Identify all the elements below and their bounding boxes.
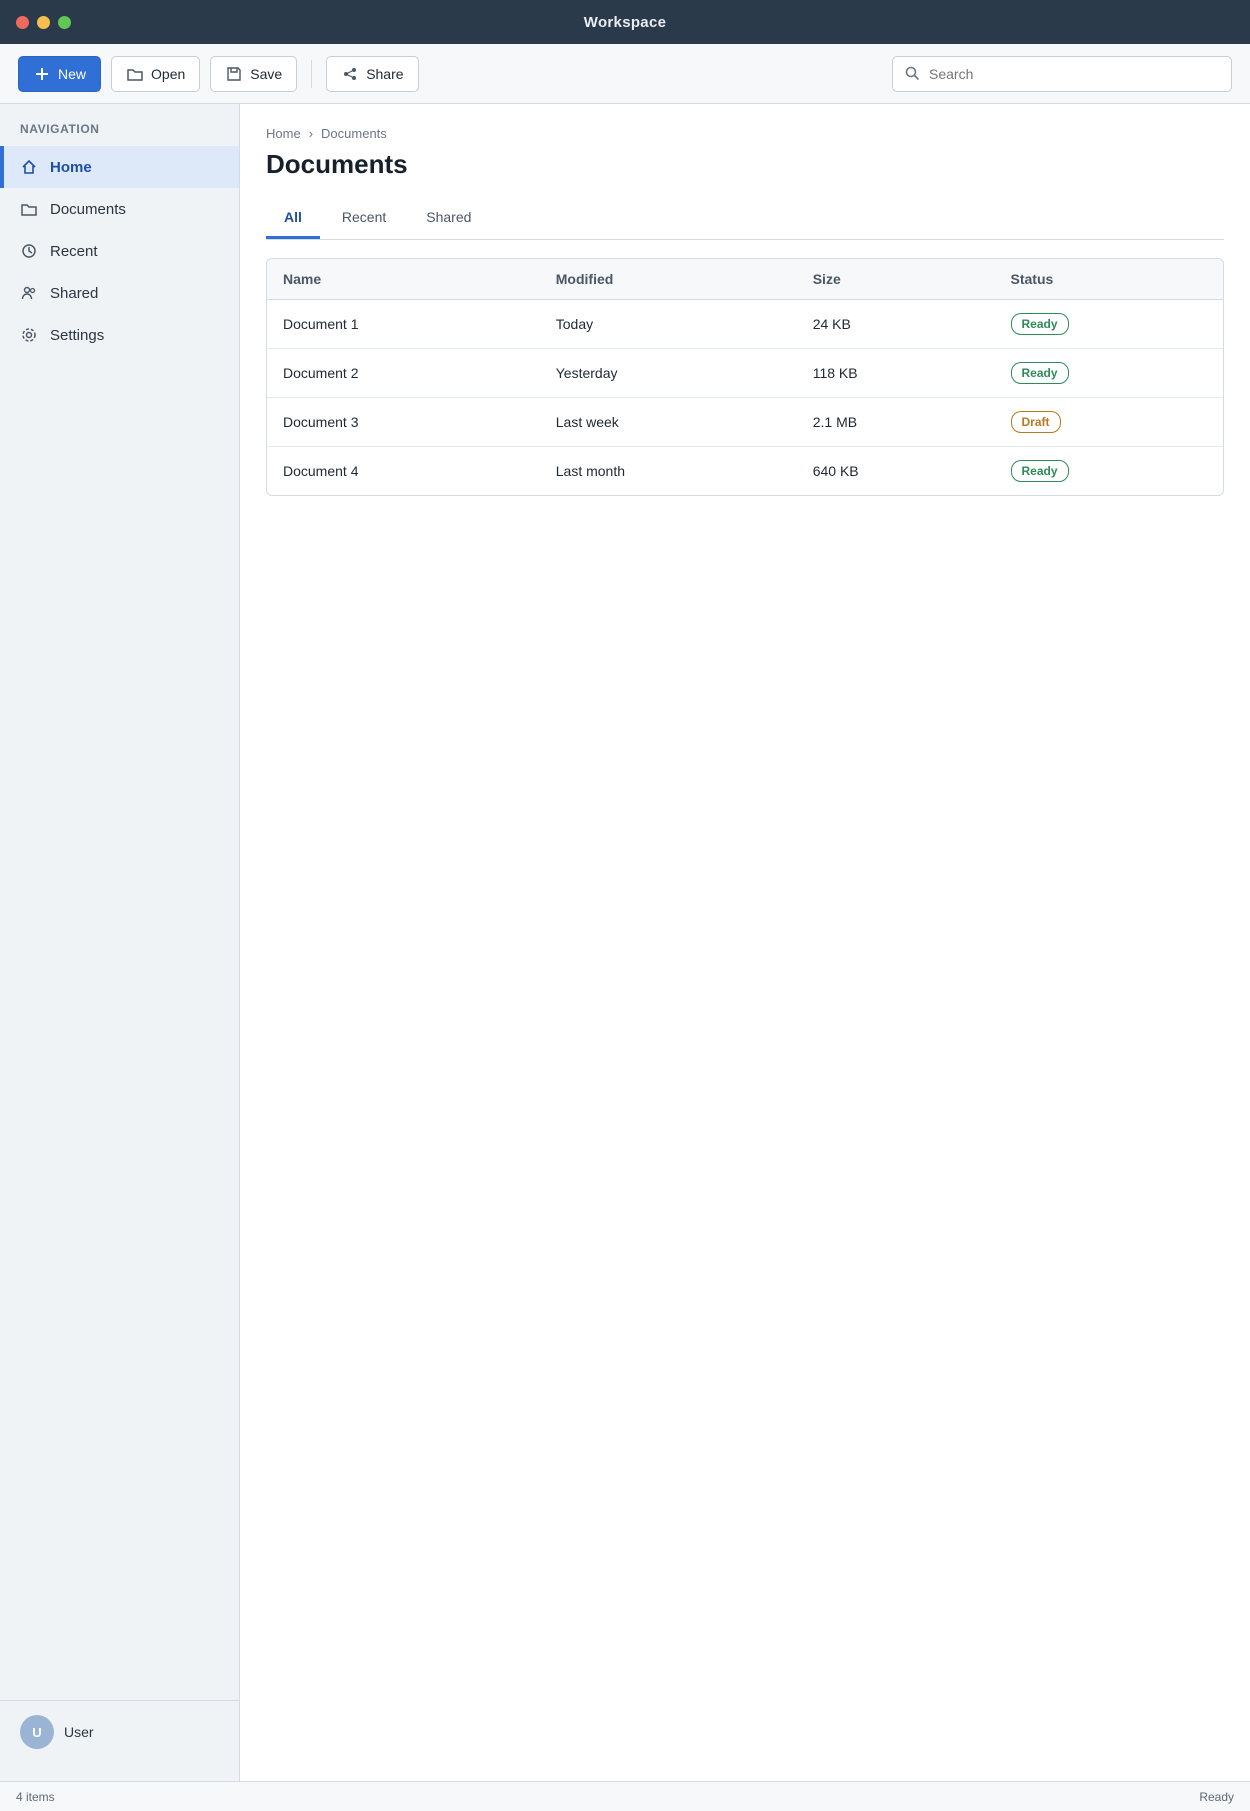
cell-name: Document 3 xyxy=(267,398,540,447)
open-button[interactable] xyxy=(111,56,200,92)
table-row[interactable] xyxy=(267,447,1223,496)
documents-table xyxy=(266,258,1224,496)
sidebar-item-settings[interactable] xyxy=(0,314,239,356)
page-title: Documents xyxy=(266,149,408,179)
gear-icon xyxy=(20,326,38,344)
plus-icon xyxy=(33,65,51,83)
status-badge: Ready xyxy=(1011,460,1069,482)
cell-size: 118 KB xyxy=(797,349,995,398)
breadcrumb xyxy=(266,126,1224,141)
cell-status xyxy=(995,300,1224,349)
cell-modified: Last month xyxy=(555,463,626,479)
new-button-label: New xyxy=(58,65,87,82)
cell-size: 24 KB xyxy=(797,300,995,349)
column-header-name[interactable]: Name xyxy=(267,259,540,300)
column-header-modified[interactable]: Modified xyxy=(540,259,797,300)
home-icon xyxy=(20,158,38,176)
table-row[interactable] xyxy=(267,349,1223,398)
users-icon xyxy=(20,284,38,302)
search-box[interactable] xyxy=(892,56,1232,92)
content-body xyxy=(0,104,1250,1781)
folder-icon xyxy=(20,200,38,218)
save-button-label: Save xyxy=(250,65,283,82)
tab-shared[interactable]: Shared xyxy=(426,209,472,225)
sidebar-item-label: Documents xyxy=(50,200,126,218)
window-title: Workspace xyxy=(583,13,667,31)
toolbar-divider xyxy=(311,60,312,88)
sidebar-item-label: Home xyxy=(50,158,92,176)
sidebar xyxy=(0,104,240,1781)
clock-icon xyxy=(20,242,38,260)
sidebar-item-home[interactable] xyxy=(0,146,239,188)
cell-name: Document 2 xyxy=(267,349,540,398)
save-icon xyxy=(225,65,243,83)
main-content xyxy=(240,104,1250,1781)
cell-modified: Today xyxy=(540,300,797,349)
sidebar-item-recent[interactable] xyxy=(0,230,239,272)
save-button[interactable] xyxy=(210,56,297,92)
cell-modified: Last week xyxy=(540,398,797,447)
cell-name: Document 1 xyxy=(267,300,540,349)
sidebar-item-shared[interactable] xyxy=(0,272,239,314)
cell-size: 640 KB xyxy=(812,463,859,479)
user-name: User xyxy=(64,1724,94,1740)
new-button[interactable] xyxy=(18,56,101,92)
table-header-row xyxy=(267,259,1223,300)
status-badge: Ready xyxy=(1011,313,1069,335)
toolbar xyxy=(0,44,1250,104)
cell-modified: Yesterday xyxy=(540,349,797,398)
minimize-window-button[interactable] xyxy=(37,16,50,29)
cell-size: 2.1 MB xyxy=(797,398,995,447)
status-badge: Ready xyxy=(1011,362,1069,384)
sidebar-item-label: Settings xyxy=(50,326,105,344)
search-input[interactable] xyxy=(929,66,1221,82)
status-badge: Draft xyxy=(1011,411,1061,433)
window-controls xyxy=(16,16,71,29)
status-item-count: 4 items xyxy=(16,1789,55,1804)
tab-bar xyxy=(266,198,1224,240)
open-button-label: Open xyxy=(151,65,186,82)
cell-name: Document 4 xyxy=(283,463,359,479)
share-button[interactable] xyxy=(326,56,418,92)
avatar[interactable]: U xyxy=(20,1715,54,1749)
tab-recent[interactable]: Recent xyxy=(341,209,387,225)
search-icon xyxy=(903,65,921,83)
share-button-label: Share xyxy=(366,65,404,82)
tab-all[interactable]: All xyxy=(266,198,320,239)
share-icon xyxy=(341,65,359,83)
sidebar-heading: NAVIGATION xyxy=(20,122,100,136)
breadcrumb-item: Documents xyxy=(321,126,387,141)
cell-status xyxy=(995,447,1224,496)
status-bar xyxy=(0,1781,1250,1811)
close-window-button[interactable] xyxy=(16,16,29,29)
cell-status xyxy=(995,349,1224,398)
sidebar-item-label: Recent xyxy=(50,242,98,260)
chevron-right-icon: › xyxy=(308,126,314,141)
column-header-status[interactable]: Status xyxy=(995,259,1224,300)
cell-status xyxy=(995,398,1224,447)
column-header-size[interactable]: Size xyxy=(797,259,995,300)
folder-icon xyxy=(126,65,144,83)
sidebar-footer xyxy=(0,1700,239,1763)
title-bar xyxy=(0,0,1250,44)
maximize-window-button[interactable] xyxy=(58,16,71,29)
sidebar-item-label: Shared xyxy=(50,284,99,302)
table-row[interactable] xyxy=(267,398,1223,447)
breadcrumb-item[interactable]: Home xyxy=(266,126,301,141)
sidebar-item-documents[interactable] xyxy=(0,188,239,230)
status-state: Ready xyxy=(1199,1789,1234,1804)
table-row[interactable] xyxy=(267,300,1223,349)
